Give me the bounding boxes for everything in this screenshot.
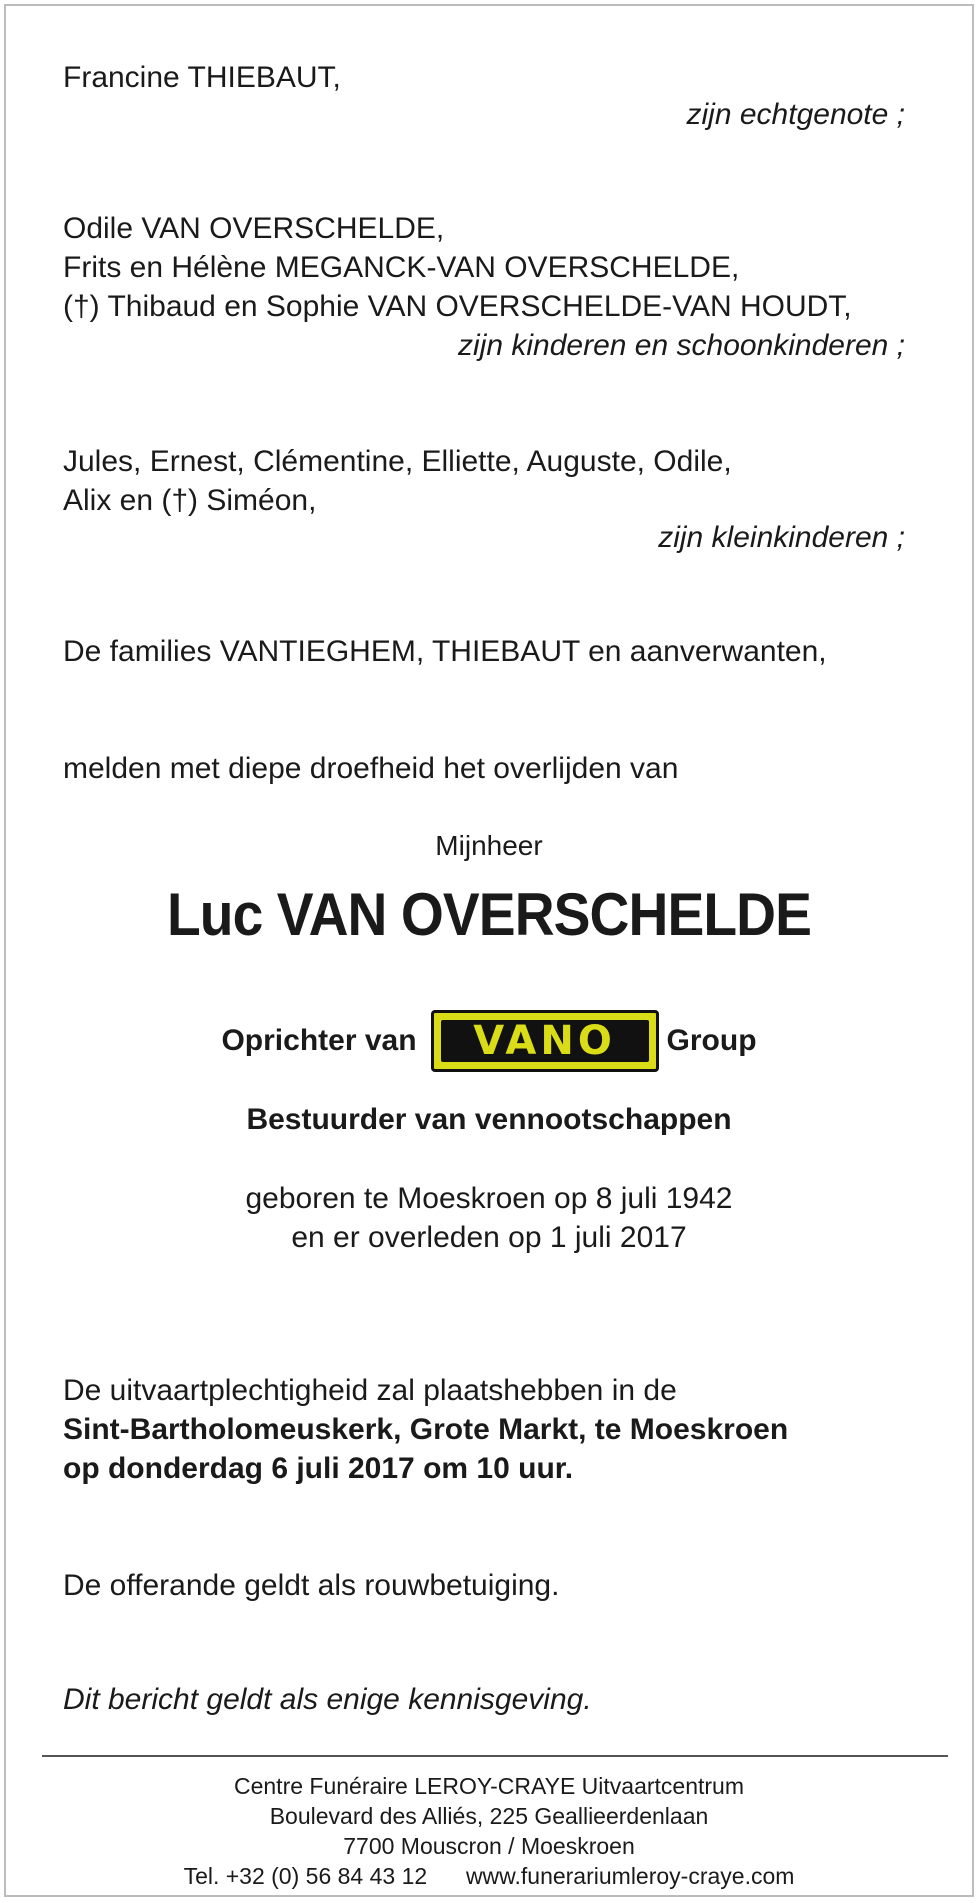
- child-line-2: Frits en Hélène MEGANCK-VAN OVERSCHELDE,: [63, 251, 740, 284]
- obituary-card: [4, 4, 974, 1897]
- notice-line: Dit bericht geldt als enige kennisgeving.: [63, 1683, 592, 1716]
- died-line: en er overleden op 1 juli 2017: [291, 1221, 687, 1254]
- footer-name: Centre Funéraire LEROY-CRAYE Uitvaartcentrum: [233, 1773, 745, 1799]
- vano-logo-inner: [441, 1020, 649, 1062]
- footer-phone: Tel. +32 (0) 56 84 43 12: [183, 1863, 428, 1889]
- founder-suffix: Group: [666, 1024, 757, 1057]
- grandchild-line-1: Jules, Ernest, Clémentine, Elliette, Auguste, Odile,: [63, 445, 732, 478]
- children-relation: zijn kinderen en schoonkinderen ;: [458, 329, 905, 362]
- footer-street: Boulevard des Alliés, 225 Geallieerdenlaan: [269, 1803, 709, 1829]
- footer-website: www.funerariumleroy-craye.com: [465, 1863, 795, 1889]
- spouse-name: Francine THIEBAUT,: [63, 61, 341, 94]
- grandchild-line-2: Alix en (†) Siméon,: [63, 484, 317, 517]
- born-line: geboren te Moeskroen op 8 juli 1942: [245, 1182, 733, 1215]
- vano-logo: [431, 1010, 659, 1072]
- footer-city: 7700 Mouscron / Moeskroen: [343, 1833, 635, 1859]
- ceremony-location: Sint-Bartholomeuskerk, Grote Markt, te Moeskroen: [63, 1413, 789, 1446]
- deceased-name-wrap: [6, 880, 972, 950]
- footer-divider: [42, 1755, 948, 1757]
- vano-logo-text: VANO: [473, 1018, 616, 1064]
- child-line-3: (†) Thibaud en Sophie VAN OVERSCHELDE-VAN HOUDT,: [63, 290, 852, 323]
- grandchildren-relation: zijn kleinkinderen ;: [658, 521, 905, 554]
- ceremony-intro: De uitvaartplechtigheid zal plaatshebben in de: [63, 1374, 677, 1407]
- deceased-role: Bestuurder van vennootschappen: [246, 1103, 732, 1136]
- deceased-name: Luc VAN OVERSCHELDE: [166, 881, 811, 948]
- spouse-relation: zijn echtgenote ;: [686, 98, 905, 131]
- offering-line: De offerande geldt als rouwbetuiging.: [63, 1569, 560, 1602]
- families-line: De families VANTIEGHEM, THIEBAUT en aanverwanten,: [63, 635, 827, 668]
- founder-row: [6, 1010, 972, 1072]
- footer-contact: [6, 1861, 972, 1891]
- deceased-title: Mijnheer: [435, 830, 543, 861]
- announcement-line: melden met diepe droefheid het overlijden van: [63, 752, 679, 785]
- founder-prefix: Oprichter van: [221, 1024, 417, 1057]
- child-line-1: Odile VAN OVERSCHELDE,: [63, 212, 445, 245]
- ceremony-datetime: op donderdag 6 juli 2017 om 10 uur.: [63, 1452, 574, 1485]
